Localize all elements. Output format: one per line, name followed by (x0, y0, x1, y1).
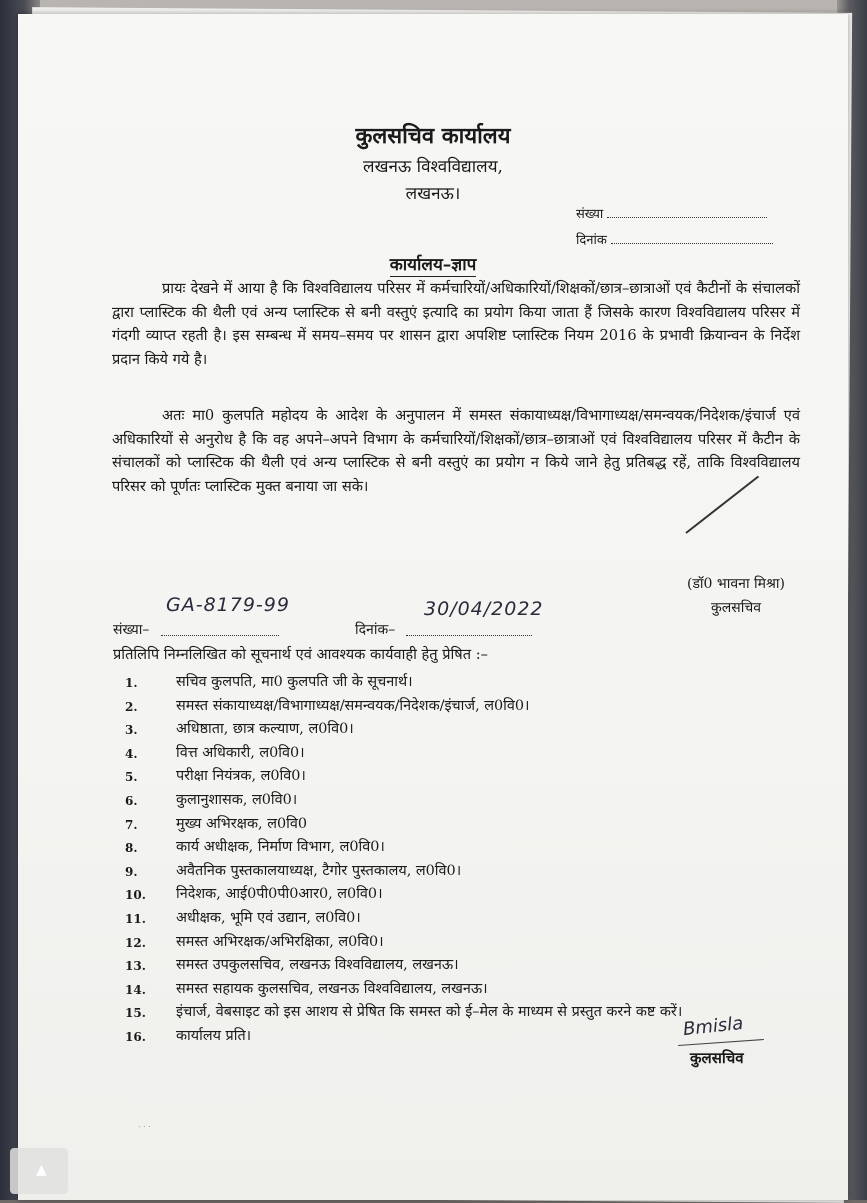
list-item: 3. अधिष्ठाता, छात्र कल्याण, ल0वि0। (125, 721, 354, 738)
list-item: 2. समस्त संकायाध्यक्ष/विभागाध्यक्ष/समन्वयक/निदेशक/इंचार्ज, ल0वि0। (125, 697, 530, 714)
copy-list (113, 673, 813, 1051)
list-item: 8. कार्य अधीक्षक, निर्माण विभाग, ल0वि0। (125, 839, 385, 856)
dispatch-number-label: संख्या– (113, 622, 150, 638)
memo-title: कार्यालय–ज्ञाप (389, 255, 477, 275)
office-title: कुलसचिव कार्यालय (355, 123, 511, 149)
city-name: लखनऊ। (405, 184, 461, 204)
dispatch-date-handwritten: 30/04/2022 (424, 598, 544, 620)
header-number-label: संख्या (576, 207, 604, 222)
signatory-name: (डॉ0 भावना मिश्रा) (686, 576, 786, 592)
dispatch-date-line (406, 619, 532, 636)
list-item: 4. वित्त अधिकारी, ल0वि0। (125, 744, 305, 761)
signatory-designation: कुलसचिव (710, 600, 761, 616)
list-item: 5. परीक्षा नियंत्रक, ल0वि0। (125, 768, 306, 785)
memo-paragraph-1: प्रायः देखने में आया है कि विश्वविद्यालय परिसर में कर्मचारियों/अधिकारियों/शिक्षकों/छात्र–छात्राओं एवं कैटीनों के संचालकों द्वारा प्लास्टिक की थैली एवं अन्य प्लास्टिक से बनी वस्तुएं इत्यादि का प्रयोग किया जाता हैं जिसके कारण विश्वविद्यालय परिसर में गंदगी व्याप्त रहती है। इस सम्बन्ध में समय–समय पर शासन द्वारा अपशिष्ट प्लास्टिक नियम 2016 के प्रभावी क्रियान्वन के निर्देश प्रदान किये गये है। (112, 280, 800, 368)
dispatch-date-label: दिनांक– (355, 622, 396, 638)
list-item: 14. समस्त सहायक कुलसचिव, लखनऊ विश्वविद्यालय, लखनऊ। (125, 980, 488, 997)
list-item: 1. सचिव कुलपति, मा0 कुलपति जी के सूचनार्थ। (125, 674, 413, 690)
list-item: 11. अधीक्षक, भूमि एवं उद्यान, ल0वि0। (125, 909, 361, 926)
document-page (18, 14, 848, 1200)
university-name: लखनऊ विश्वविद्यालय, (363, 157, 503, 177)
header-number-field (576, 204, 767, 222)
footer-mark: . . . (138, 1120, 151, 1129)
registrar-designation: कुलसचिव (690, 1049, 744, 1067)
copy-intro: प्रतिलिपि निम्नलिखित को सूचनार्थ एवं आवश्यक कार्यवाही हेतु प्रेषित :– (113, 646, 488, 663)
memo-paragraph-2: अतः मा0 कुलपति महोदय के आदेश के अनुपालन में समस्त संकायाध्यक्ष/विभागाध्यक्ष/समन्वयक/निदेशक/इंचार्ज एवं अधिकारियों से अनुरोध है कि वह अपने–अपने विभाग के कर्मचारियों/शिक्षकों/छात्र–छात्राओं एवं विश्वविद्यालय परिसर में कैटीन के संचालकों को प्लास्टिक की थैली एवं अन्य प्लास्टिक से बनी वस्तुएं का प्रयोग न किये जाने हेतु प्रतिबद्ध रहें, ताकि विश्वविद्यालय परिसर को पूर्णतः प्लास्टिक मुक्त बनाया जा सके। (112, 407, 800, 495)
header-date-label: दिनांक (576, 233, 607, 248)
list-item: 16. कार्यालय प्रति। (125, 1027, 252, 1044)
header-date-field (576, 230, 773, 248)
list-item: 10. निदेशक, आई0पी0पी0आर0, ल0वि0। (125, 886, 383, 903)
list-item: 7. मुख्य अभिरक्षक, ल0वि0 (125, 815, 307, 832)
dispatch-number-line (161, 619, 279, 636)
registrar-signature: Bmisla (682, 1012, 745, 1041)
overlay-icon: ▲ (36, 1162, 47, 1178)
viewer-overlay-button[interactable] (10, 1148, 68, 1194)
list-item: 9. अवैतनिक पुस्तकालयाध्यक्ष, टैगोर पुस्तकालय, ल0वि0। (125, 862, 462, 879)
list-item: 13. समस्त उपकुलसचिव, लखनऊ विश्वविद्यालय, लखनऊ। (125, 957, 459, 974)
list-item: 12. समस्त अभिरक्षक/अभिरक्षिका, ल0वि0। (125, 933, 384, 950)
dispatch-number-handwritten: GA-8179-99 (166, 594, 290, 616)
list-item: 15. इंचार्ज, वेबसाइट को इस आशय से प्रेषित कि समस्त को ई–मेल के माध्यम से प्रस्तुत करने कष्ट करें। (125, 1004, 683, 1021)
list-item: 6. कुलानुशासक, ल0वि0। (125, 791, 298, 808)
